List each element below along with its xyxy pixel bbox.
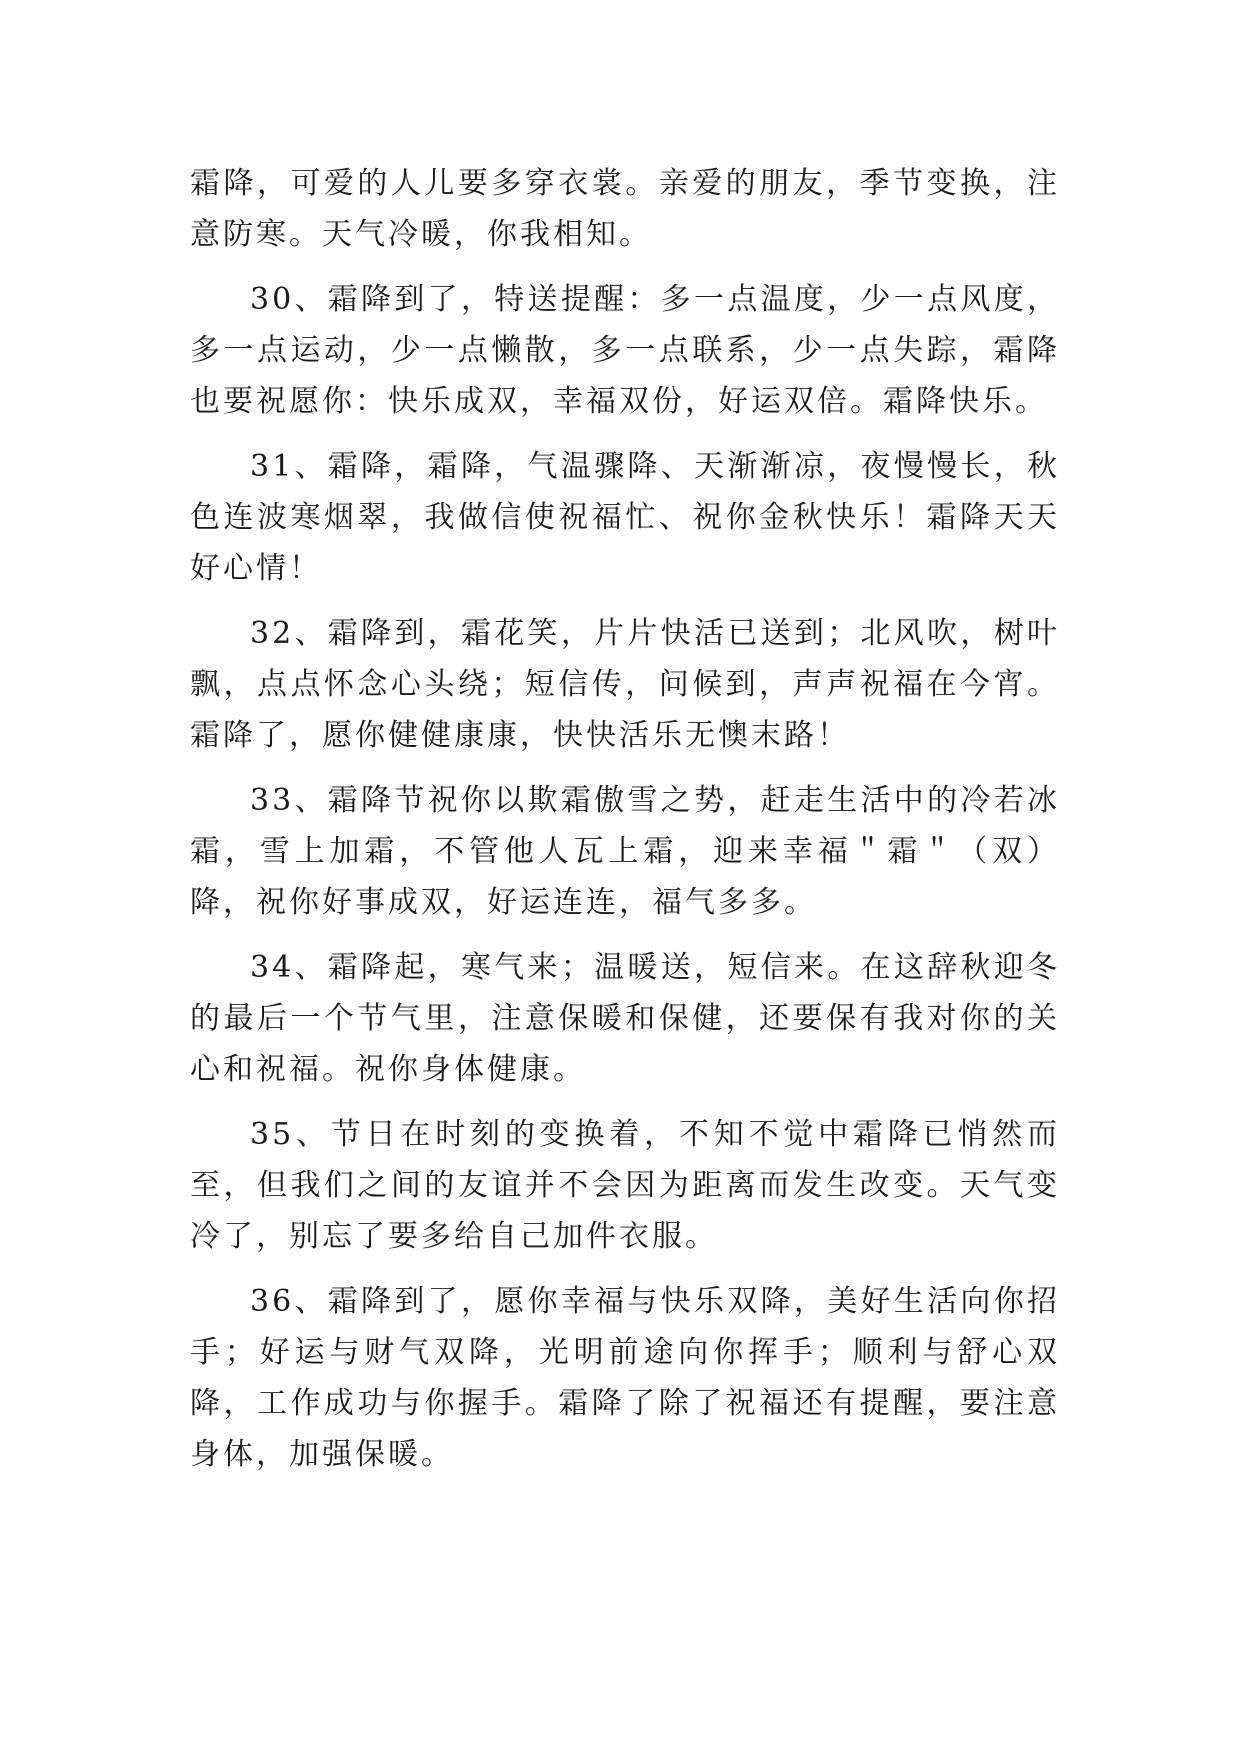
paragraph-35: 35、节日在时刻的变换着，不知不觉中霜降已悄然而至，但我们之间的友谊并不会因为距离而发生改变。天气变冷了，别忘了要多给自己加件衣服。 [190, 1117, 1060, 1254]
document-body [190, 158, 1060, 1494]
paragraph-31: 31、霜降，霜降，气温骤降、天渐渐凉，夜慢慢长，秋色连波寒烟翠，我做信使祝福忙、祝你金秋快乐！霜降天天好心情！ [190, 449, 1060, 586]
paragraph-32: 32、霜降到，霜花笑，片片快活已送到；北风吹，树叶飘，点点怀念心头绕；短信传，问候到，声声祝福在今宵。霜降了，愿你健健康康，快快活乐无懊末路！ [190, 616, 1060, 753]
paragraph-36: 36、霜降到了，愿你幸福与快乐双降，美好生活向你招手；好运与财气双降，光明前途向你挥手；顺利与舒心双降，工作成功与你握手。霜降了除了祝福还有提醒，要注意身体，加强保暖。 [190, 1284, 1060, 1472]
paragraph-34: 34、霜降起，寒气来；温暖送，短信来。在这辞秋迎冬的最后一个节气里，注意保暖和保健，还要保有我对你的关心和祝福。祝你身体健康。 [190, 950, 1060, 1087]
paragraph-30: 30、霜降到了，特送提醒：多一点温度，少一点风度，多一点运动，少一点懒散，多一点联系，少一点失踪，霜降也要祝愿你：快乐成双，幸福双份，好运双倍。霜降快乐。 [190, 282, 1060, 419]
paragraph-33: 33、霜降节祝你以欺霜傲雪之势，赶走生活中的冷若冰霜，雪上加霜，不管他人瓦上霜，迎来幸福＂霜＂（双）降，祝你好事成双，好运连连，福气多多。 [190, 783, 1060, 920]
paragraph-continuation: 霜降，可爱的人儿要多穿衣裳。亲爱的朋友，季节变换，注意防寒。天气冷暖，你我相知。 [190, 166, 1060, 252]
